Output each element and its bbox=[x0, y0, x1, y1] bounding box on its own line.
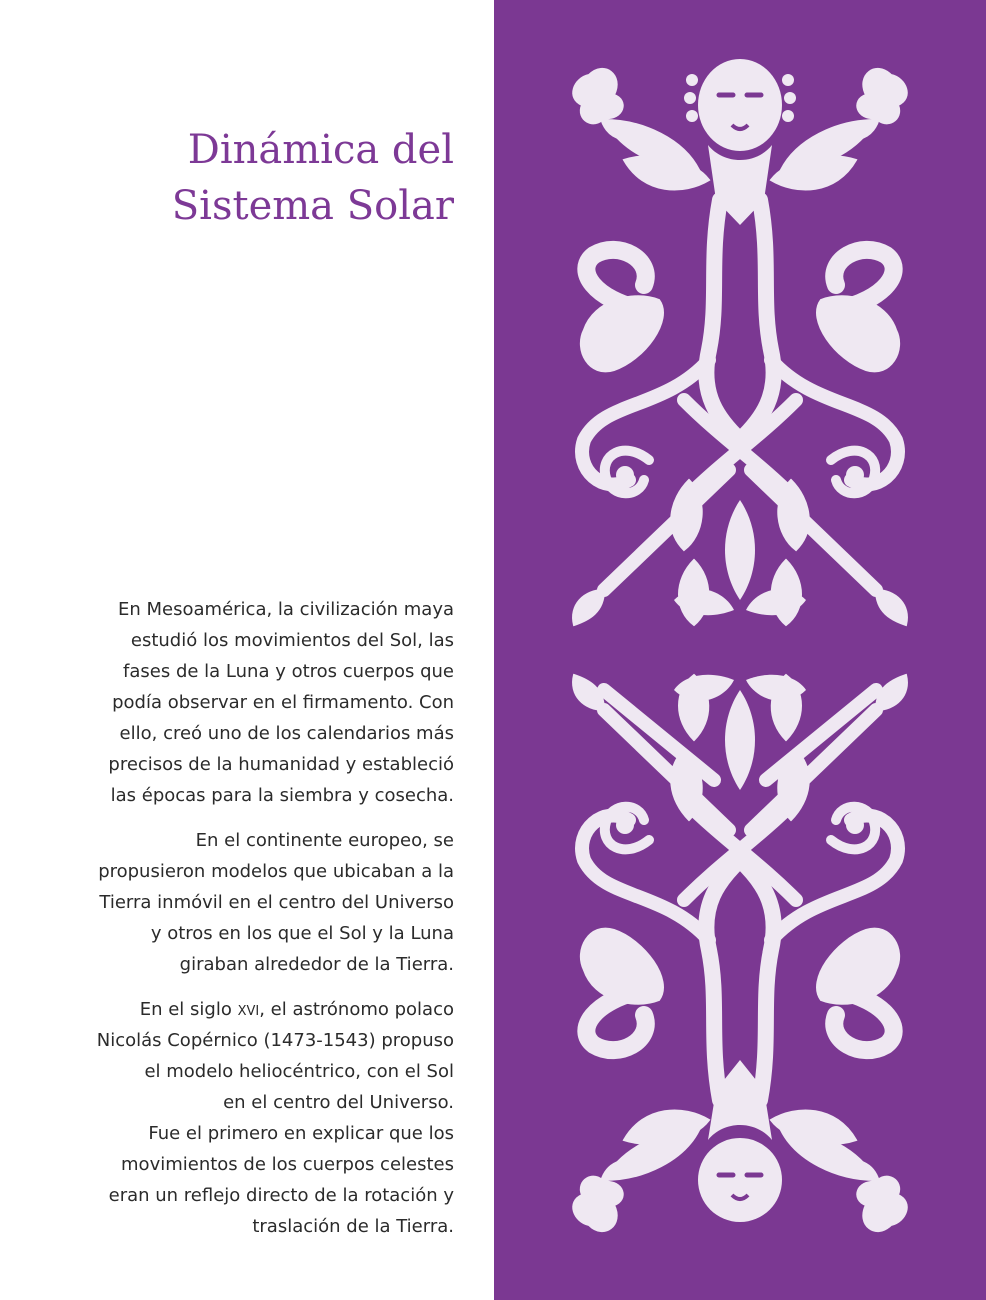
decorative-panel bbox=[494, 0, 986, 1300]
body-text bbox=[14, 594, 454, 1256]
text-fragment: En el siglo bbox=[139, 999, 238, 1020]
text-line: En Mesoamérica, la civilización maya bbox=[118, 599, 454, 620]
text-line: estudió los movimientos del Sol, las bbox=[130, 630, 454, 651]
text-line: En el continente europeo, se bbox=[195, 830, 454, 851]
title-line-1: Dinámica del bbox=[187, 127, 454, 173]
text-line: movimientos de los cuerpos celestes bbox=[121, 1154, 454, 1175]
text-line: y otros en los que el Sol y la Luna bbox=[150, 923, 454, 944]
page-title bbox=[172, 122, 454, 234]
center-knots bbox=[604, 400, 876, 900]
text-line bbox=[14, 994, 454, 1025]
paragraph-mesoamerica bbox=[14, 594, 454, 811]
text-line: propusieron modelos que ubicaban a la bbox=[98, 861, 454, 882]
ornamental-scroll-pattern-icon bbox=[494, 0, 986, 1300]
text-line: el modelo heliocéntrico, con el Sol bbox=[144, 1061, 454, 1082]
text-line: podía observar en el firmamento. Con bbox=[112, 692, 454, 713]
century-numeral: xvi bbox=[237, 999, 260, 1020]
text-line: Tierra inmóvil en el centro del Universo bbox=[99, 892, 454, 913]
face-top bbox=[684, 59, 796, 225]
text-line: ello, creó uno de los calendarios más bbox=[119, 723, 454, 744]
title-line-2: Sistema Solar bbox=[171, 183, 454, 229]
paragraph-copernicus bbox=[14, 994, 454, 1242]
text-line: traslación de la Tierra. bbox=[252, 1216, 454, 1237]
center-leaves bbox=[674, 500, 806, 790]
text-line: giraban alrededor de la Tierra. bbox=[179, 954, 454, 975]
text-line: precisos de la humanidad y estableció bbox=[108, 754, 454, 775]
text-line: Fue el primero en explicar que los bbox=[148, 1123, 454, 1144]
text-line: en el centro del Universo. bbox=[223, 1092, 454, 1113]
text-fragment: , el astrónomo polaco bbox=[259, 999, 454, 1020]
paragraph-europe bbox=[14, 825, 454, 980]
text-line: fases de la Luna y otros cuerpos que bbox=[123, 661, 454, 682]
text-line: Nicolás Copérnico (1473-1543) propuso bbox=[96, 1030, 454, 1051]
text-line: eran un reflejo directo de la rotación y bbox=[108, 1185, 454, 1206]
text-line: las épocas para la siembra y cosecha. bbox=[110, 785, 454, 806]
